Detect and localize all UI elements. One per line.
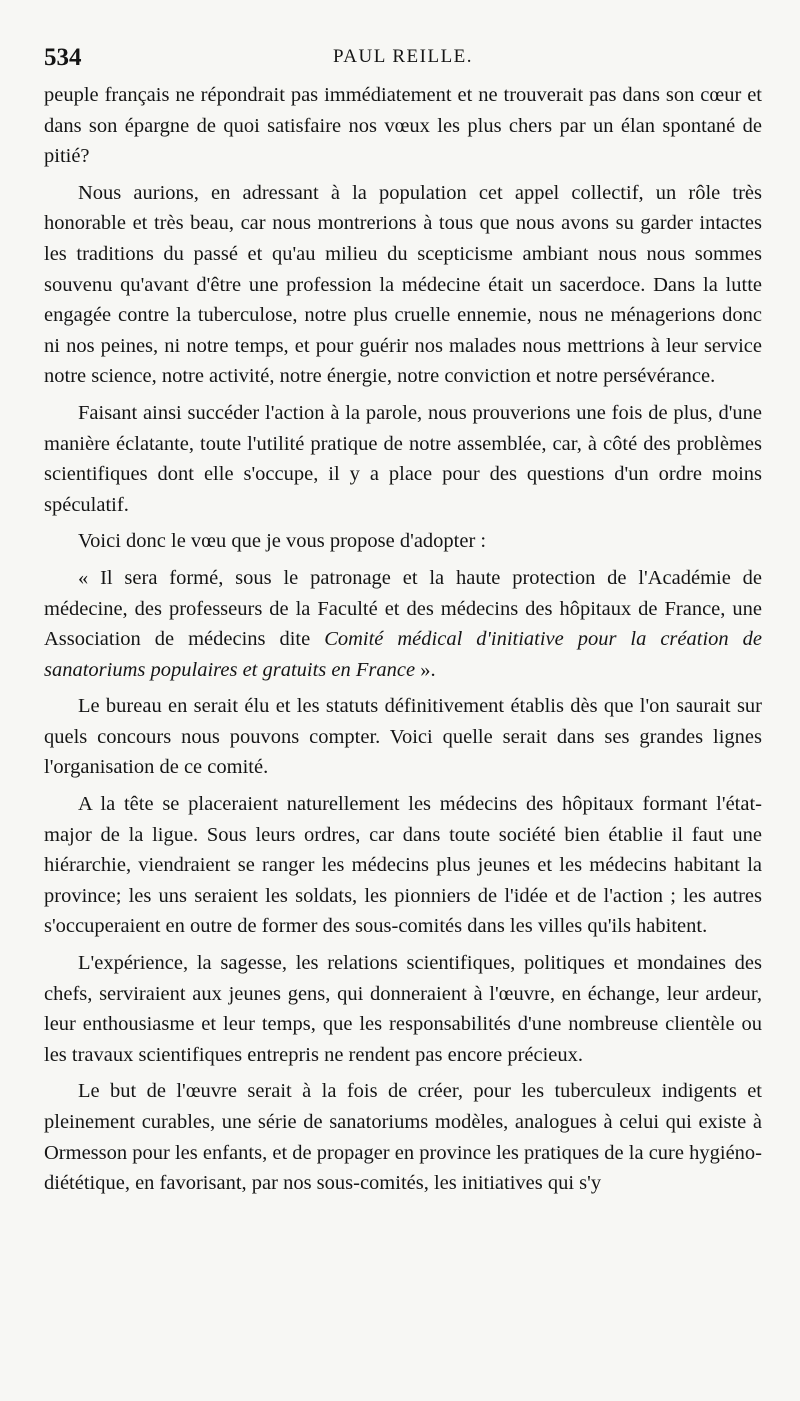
quote-close: ». [415, 658, 436, 681]
paragraph: A la tête se placeraient naturellement les médecins des hôpitaux formant l'état-major de la ligue. Sous leurs ordres, car dans toute société bien établie il faut une hiérarchie, viendraient se ranger les médecins plus jeunes et les médecins habitant la province; les uns seraient les soldats, les pionniers de l'idée et de l'action ; les autres s'occuperaient en outre de former des sous-comités dans les villes qu'ils habitent. [44, 793, 762, 938]
paragraph: Le but de l'œuvre serait à la fois de créer, pour les tuberculeux indigents et pleinement curables, une série de sanatoriums modèles, analogues à celui qui existe à Ormesson pour les enfants, et de propager en province les pratiques de la cure hygiéno-diététique, en favorisant, par nos sous-comités, les initiatives qui s'y [44, 1080, 762, 1195]
paragraph: peuple français ne répondrait pas immédiatement et ne trouverait pas dans son cœur et dans son épargne de quoi satisfaire nos vœux les plus chers par un élan spontané de pitié? [44, 84, 762, 168]
paragraph: L'expérience, la sagesse, les relations scientifiques, politiques et mondaines des chefs, serviraient aux jeunes gens, qui donneraient à l'œuvre, en échange, leur ardeur, leur enthousiasme et leur temps, que les responsabilités d'une nombreuse clientèle ou les travaux scientifiques entrepris ne rendent pas encore précieux. [44, 952, 762, 1066]
body-text [44, 80, 762, 1199]
quote-text: « Il sera formé, sous le patronage et la haute protection de l'Académie de médecine, des professeurs de la Faculté et des médecins des hôpitaux de France, une Association de médecins dite [44, 566, 762, 651]
committee-name: Comité médical d'initiative pour la création de sanatoriums populaires et gratuits en France [44, 628, 762, 681]
running-head [44, 40, 762, 80]
paragraph: Nous aurions, en adressant à la population cet appel collectif, un rôle très honorable et très beau, car nous montrerions à tous que nous avons su garder intactes les traditions du passé et qu'au milieu du scepticisme ambiant nous nous sommes souvenu qu'avant d'être une profession la médecine était un sacerdoce. Dans la lutte engagée contre la tuberculose, notre plus cruelle ennemie, nous ne ménagerions donc ni nos peines, ni notre temps, et pour guérir nos malades nous mettrions à leur service notre science, notre activité, notre énergie, notre conviction et notre persévérance. [44, 181, 762, 388]
paragraph: Voici donc le vœu que je vous propose d'adopter : [78, 530, 487, 553]
quoted-resolution [44, 563, 762, 685]
paragraph: Le bureau en serait élu et les statuts définitivement établis dès que l'on saurait sur quels concours nous pouvons compter. Voici quelle serait dans ses grandes lignes l'organisation de ce comité. [44, 695, 762, 779]
page-number: 534 [44, 44, 82, 71]
paragraph: Faisant ainsi succéder l'action à la parole, nous prouverions une fois de plus, d'une manière éclatante, toute l'utilité pratique de notre assemblée, car, à côté des problèmes scientifiques dont elle s'occupe, il y a place pour des questions d'un ordre moins spéculatif. [44, 401, 762, 516]
running-title: PAUL REILLE. [332, 46, 474, 67]
